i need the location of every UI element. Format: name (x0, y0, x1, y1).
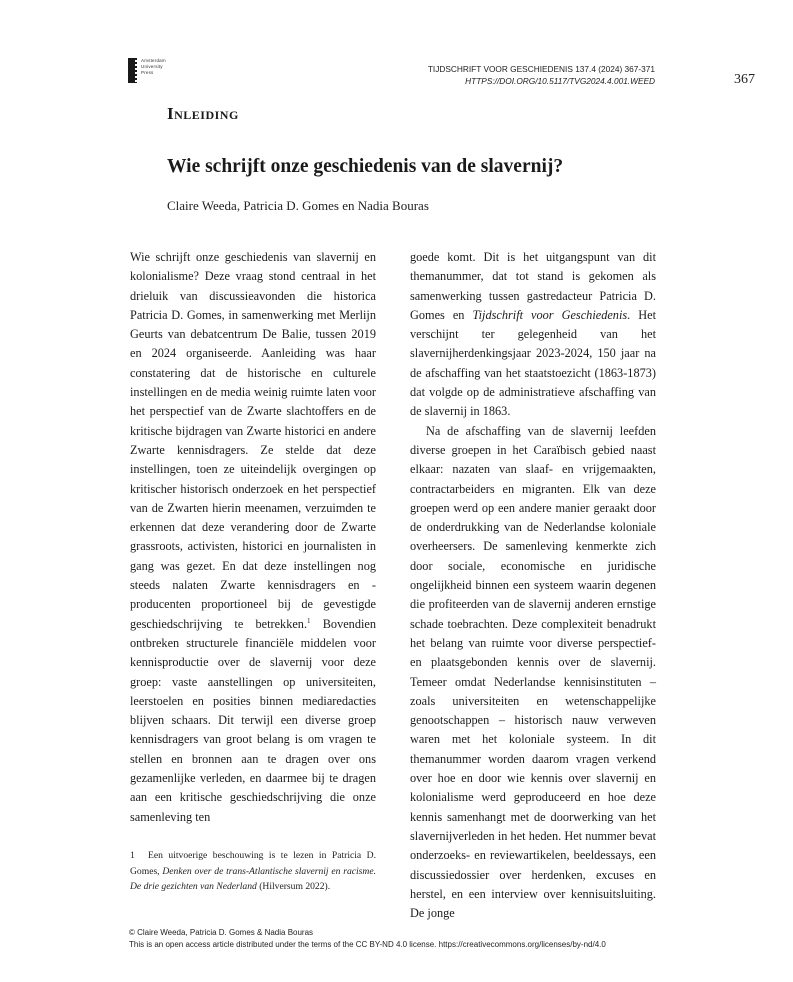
article-title: Wie schrijft onze geschiedenis van de slavernij? (167, 156, 564, 177)
running-head (428, 63, 655, 87)
license-line[interactable]: This is an open access article distributed under the terms of the CC BY-ND 4.0 license. https://creativecommons.org/licenses/by-nd/4.0 (129, 940, 606, 949)
footnote-number: 1 (130, 850, 135, 861)
body-column-right (410, 248, 656, 923)
footnote-text: (Hilversum 2022). (256, 881, 331, 893)
footnote-book-title: Denken over de trans-Atlantische slavernij en racisme. De drie gezichten van Nederland (130, 865, 376, 893)
license-footer (129, 927, 606, 951)
paragraph-text: Wie schrijft onze geschiedenis van slavernij en kolonialisme? Deze vraag stond centraal in het drieluik van discussieavonden die historica Patricia D. Gomes, in samenwerking met Merlijn Geurts van debatcentrum De Balie, tussen 2019 en 2024 organiseerde. Aanleiding was haar constatering dat de historische en culturele instellingen en de media weinig ruimte laten voor het perspectief van de Zwarte slachtoffers en de kritische bijdragen van Zwarte historici en andere Zwarte kennisdragers. Ze stelde dat deze instellingen, toen ze uiteindelijk overgingen op kritischer historisch onderzoek en het perspectief van de Zwarten hierin meenamen, verzuimden te erkennen dat deze verandering door de Zwarte grassroots, activisten, historici en journalisten in gang was gezet. En dat deze instellingen nog steeds nalaten Zwarte kennisdragers en -producenten proportioneel bij de gevestigde geschiedschrijving te betrekken. (130, 250, 376, 631)
aup-logo-icon (128, 58, 135, 83)
footnote (130, 848, 376, 895)
paragraph-text: Bovendien ontbreken structurele financiële middelen voor kennisproductie over de slavernij voor deze groep: vaste aanstellingen op universiteiten, leerstoelen en posities binnen mediaredacties blijven schaars. Dit terwijl een diverse groep kennisdragers van groot belang is om vragen te stellen en bronnen aan te dragen over ons gezamenlijke verleden, en daarmee bij te dragen aan een kritische geschiedschrijving die onze samenleving ten (130, 616, 377, 824)
paragraph-text: . Het verschijnt ter gelegenheid van het slavernijherdenkingsjaar 2023-2024, 150 jaar na de afschaffing van het staatstoezicht (1863-1873) dat volgde op de administratieve afschaffing van de slavernij in 1863. (410, 307, 656, 419)
paragraph (410, 248, 656, 422)
journal-citation: TIJDSCHRIFT VOOR GESCHIEDENIS 137.4 (2024) 367-371 (427, 64, 655, 74)
body-column-left (130, 248, 376, 827)
publisher-name (141, 58, 166, 76)
paragraph: Na de afschaffing van de slavernij leefden diverse groepen in het Caraïbisch gebied naast elkaar: nazaten van slaaf- en vrijgemaakten, contractarbeiders en migranten. Elk van deze groepen werd op een andere manier geraakt door de onderdrukking van de Nederlandse koloniale overheersers. De samenleving kenmerkte zich door sociale, economische en juridische ongelijkheid binnen een systeem waarin degenen die profiteerden van de slavernij anderen ernstige schade toebrachten. Deze complexiteit benadrukt het belang van ruimte voor diverse perspectief- en plaatsgebonden kennis over de slavernij. Temeer omdat Nederlandse kennisinstituten – zoals universiteiten en wetenschappelijke genootschappen – historisch nauw verweven waren met het koloniale systeem. In dit themanummer worden daarom vragen verkend over hoe en door wie kennis over slavernij en kolonialisme werd geproduceerd en hoe deze kennis samenhangt met de doorwerking van het slavernijverleden in het heden. Het nummer bevat onderzoeks- en reviewartikelen, beeldessays, een discussiedossier over herdenken, excuses en herstel, en een interview over kennisuitsluiting. De jonge (410, 423, 656, 921)
publisher-logo (128, 58, 166, 83)
copyright-line: © Claire Weeda, Patricia D. Gomes & Nadia Bouras (129, 928, 314, 937)
section-label: Inleiding (167, 104, 239, 123)
paragraph-text: goede komt. Dit is het uitgangspunt van dit themanummer, dat tot stand is gekomen als samenwerking tussen gastredacteur Patricia D. Gomes en (410, 250, 656, 322)
publisher-line: Amsterdam (141, 58, 166, 63)
journal-title-italic: Tijdschrift voor Geschiedenis (472, 307, 628, 322)
page-number: 367 (734, 72, 755, 87)
doi-link[interactable]: HTTPS://DOI.ORG/10.5117/TVG2024.4.001.WEED (465, 76, 655, 86)
paragraph (130, 248, 376, 827)
publisher-line: Press (141, 70, 154, 75)
footnote-reference[interactable]: 1 (307, 616, 311, 625)
article-authors: Claire Weeda, Patricia D. Gomes en Nadia Bouras (167, 198, 429, 213)
footnote-text: Een uitvoerige beschouwing is te lezen in Patricia D. Gomes, (130, 850, 376, 877)
publisher-line: University (141, 64, 163, 69)
